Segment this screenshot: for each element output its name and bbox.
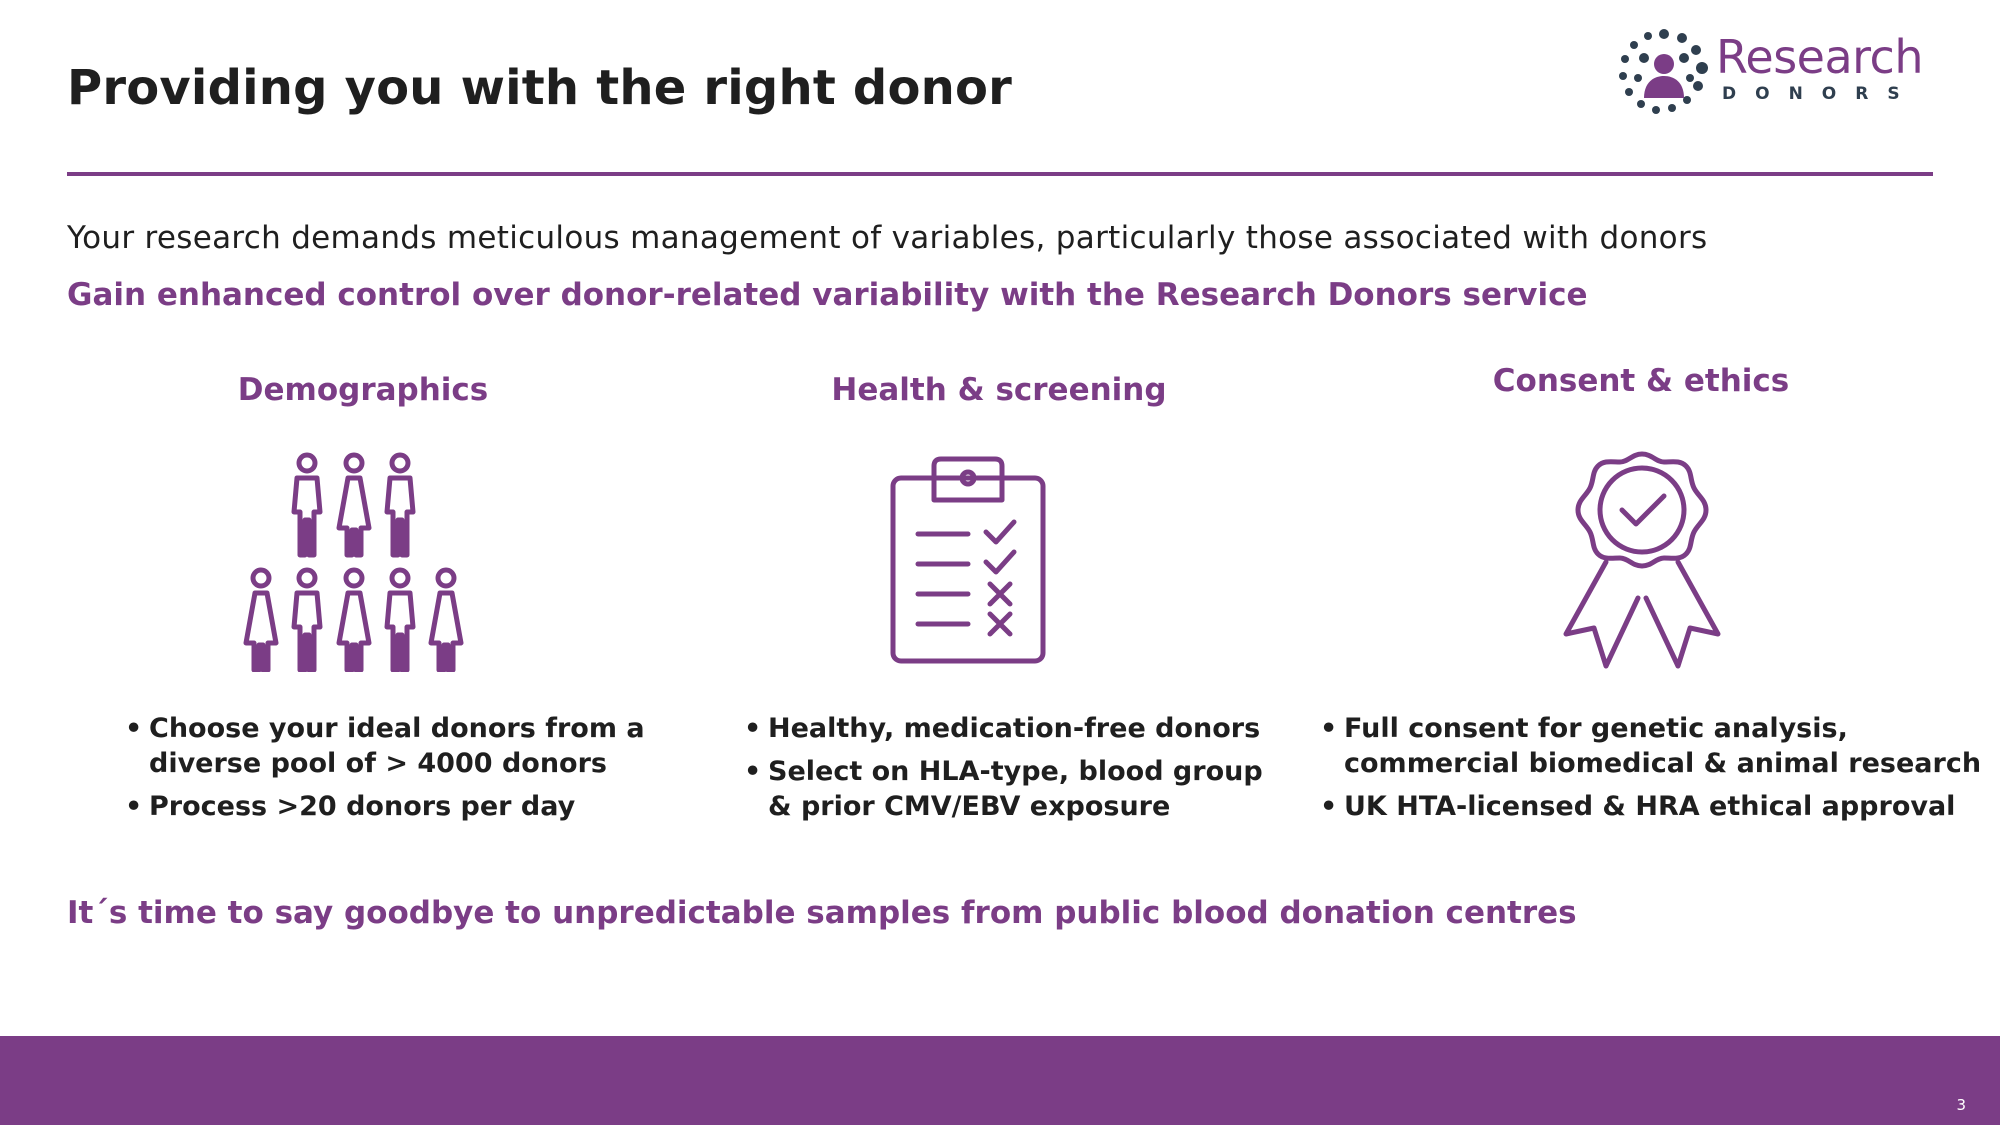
tagline-text: Gain enhanced control over donor-related variability with the Research Donors service [67,277,1588,313]
intro-text: Your research demands meticulous management of variables, particularly those associated with donors [67,220,1708,256]
closing-statement: It´s time to say goodbye to unpredictable samples from public blood donation centres [67,895,1577,931]
footer-bar [0,1036,2000,1125]
logo-wordmark: Research [1716,30,1923,84]
consent-bullet-list [1320,711,1990,832]
title-divider [67,172,1933,176]
list-item: • Choose your ideal donors from a diverse pool of > 4000 donors [125,711,645,781]
logo-subtitle: DONORS [1722,84,1919,104]
logo-mark-icon [1614,26,1714,118]
page-number: 3 [1956,1096,1966,1114]
column-heading-health-screening: Health & screening [831,372,1167,408]
health-bullet-list [744,711,1284,832]
list-item: • Process >20 donors per day [125,789,645,824]
list-item: • Select on HLA-type, blood group & prior CMV/EBV exposure [744,754,1284,824]
research-donors-logo [1614,26,1934,118]
demographics-bullet-list [125,711,645,832]
list-item: • Full consent for genetic analysis, commercial biomedical & animal research [1320,711,1990,781]
list-item: • Healthy, medication-free donors [744,711,1284,746]
award-ribbon-icon [1560,448,1724,674]
list-item: • UK HTA-licensed & HRA ethical approval [1320,789,1990,824]
slide-title: Providing you with the right donor [67,60,1013,116]
column-heading-consent-ethics: Consent & ethics [1492,363,1790,399]
clipboard-checklist-icon [890,456,1046,668]
people-group-icon [240,450,472,676]
column-heading-demographics: Demographics [237,372,489,408]
